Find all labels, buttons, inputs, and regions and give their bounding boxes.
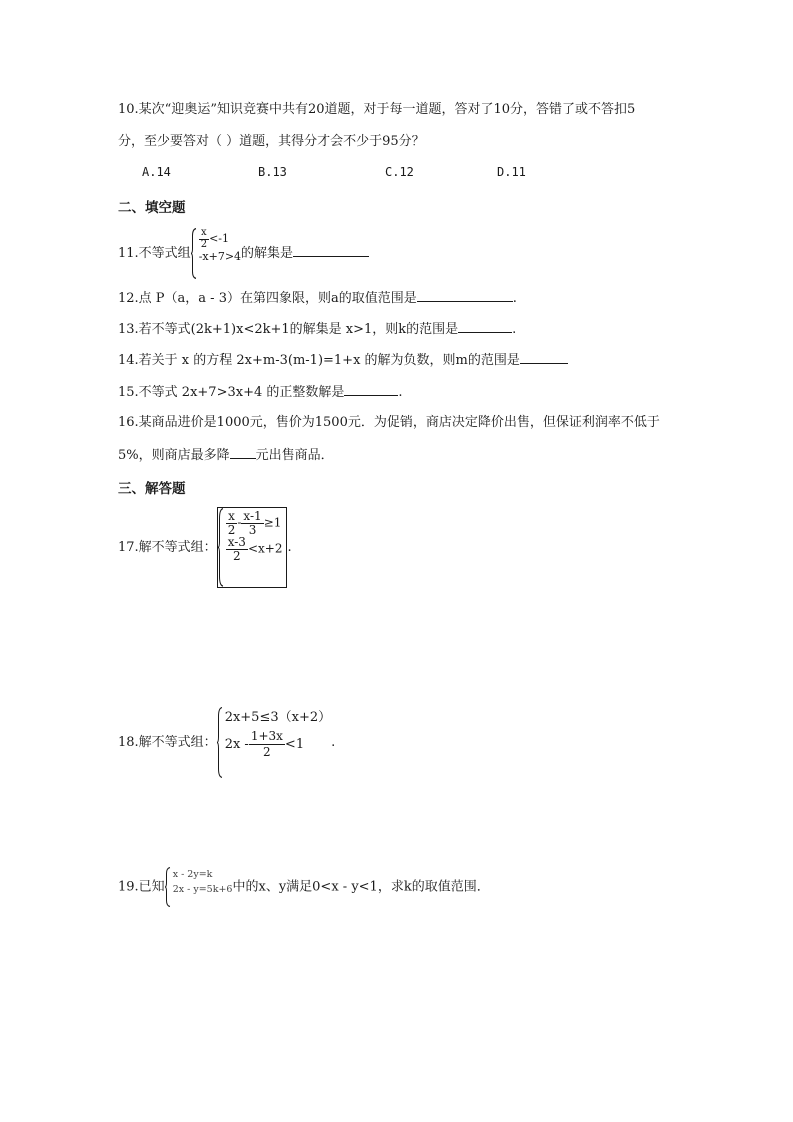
q13-end: . xyxy=(512,322,517,337)
q16-answer-blank[interactable] xyxy=(230,446,256,459)
q17-system xyxy=(217,507,288,588)
q11 xyxy=(118,228,369,279)
q12-end: . xyxy=(512,291,517,306)
q11-eq1-rest: <-1 xyxy=(209,232,229,245)
q11-eq1-num: x xyxy=(199,228,209,240)
q10-line2: 分，至少要答对（ ）道题，其得分才会不少于95分？ xyxy=(118,134,425,149)
q19-prefix: 19.已知 xyxy=(118,879,165,895)
q16-line1: 16.某商品进价是1000元，售价为1500元．为促销，商店决定降价出售，但保证利润率不低于 xyxy=(118,415,660,430)
q17-r2-den: 2 xyxy=(232,548,241,563)
q11-eq1-den: 2 xyxy=(200,238,208,250)
q17-r2-num: x-3 xyxy=(227,535,246,550)
q17-end: . xyxy=(287,539,292,555)
left-brace-icon xyxy=(218,508,224,587)
q18-row1: 2x+5≤3（x+2） xyxy=(224,710,332,725)
q16-line2b: 元出售商品． xyxy=(255,448,334,463)
q17-r1-op: - xyxy=(237,515,242,530)
q11-answer-blank[interactable] xyxy=(293,244,369,257)
q10-option-b: B.13 xyxy=(258,165,287,179)
q18-prefix: 18.解不等式组： xyxy=(118,735,217,750)
q18-row2-rest: <1 xyxy=(284,737,305,752)
left-brace-icon xyxy=(165,867,171,907)
q17-r1-b-den: 3 xyxy=(248,522,257,537)
q19 xyxy=(118,867,490,907)
left-brace-icon xyxy=(191,228,197,279)
section3-title: 三、解答题 xyxy=(118,481,186,497)
q18-row2-num: 1+3x xyxy=(250,729,283,743)
q10-line1: 10.某次“迎奥运”知识竞赛中共有20道题，对于每一道题，答对了10分，答错了或不答扣5 xyxy=(118,102,636,117)
q15-text: 15.不等式 2x+7>3x+4 的正整数解是 xyxy=(118,385,345,400)
q17-prefix: 17.解不等式组： xyxy=(118,539,217,555)
q14-text: 14.若关于 x 的方程 2x+m-3(m-1)=1+x 的解为负数，则m的范围是 xyxy=(118,353,520,368)
q18-system xyxy=(217,707,331,778)
q10-option-a: A.14 xyxy=(142,165,171,179)
q11-suffix: 的解集是 xyxy=(241,246,294,261)
q10-option-d: D.11 xyxy=(497,165,526,179)
q12-answer-blank[interactable] xyxy=(417,289,513,302)
q19-eq2: 2x - y=5k+6 xyxy=(172,884,233,895)
q13-text: 13.若不等式(2k+1)x<2k+1的解集是 x>1，则k的范围是 xyxy=(118,322,459,337)
q19-eq1: x - 2y=k xyxy=(172,869,213,880)
q15-answer-blank[interactable] xyxy=(344,383,398,396)
q19-suffix: 中的x、y满足0<x - y<1，求k的取值范围． xyxy=(232,879,490,895)
q13-answer-blank[interactable] xyxy=(458,320,512,333)
q17-r1-a-num: x xyxy=(226,510,238,524)
q18 xyxy=(118,707,335,778)
q16-line2 xyxy=(118,446,334,465)
q11-eq2: -x+7>4 xyxy=(198,250,242,263)
q18-row2-a: 2x - xyxy=(224,737,249,752)
q14-answer-blank[interactable] xyxy=(520,351,568,364)
q12-text: 12.点 P（a，a - 3）在第四象限，则a的取值范围是 xyxy=(118,291,417,306)
q16-line2a: 5%，则商店最多降 xyxy=(118,448,230,463)
q10-option-c: C.12 xyxy=(385,165,414,179)
q17 xyxy=(118,507,292,588)
q17-r1-rest: ≥1 xyxy=(263,515,282,530)
q17-r1-a-den: 2 xyxy=(227,522,236,537)
q18-end: . xyxy=(331,735,336,750)
q17-r2-rest: <x+2 xyxy=(247,541,283,556)
q15-end: . xyxy=(398,385,403,400)
q15 xyxy=(118,383,403,402)
q11-prefix: 11.不等式组 xyxy=(118,246,191,261)
q11-system xyxy=(191,228,241,279)
q19-system xyxy=(165,867,233,907)
left-brace-icon xyxy=(217,707,223,778)
q18-row2-den: 2 xyxy=(263,745,271,759)
section2-title: 二、填空题 xyxy=(118,200,186,216)
q17-r1-b-num: x-1 xyxy=(243,509,262,523)
q12 xyxy=(118,289,517,308)
q14 xyxy=(118,351,568,370)
q13 xyxy=(118,320,516,339)
